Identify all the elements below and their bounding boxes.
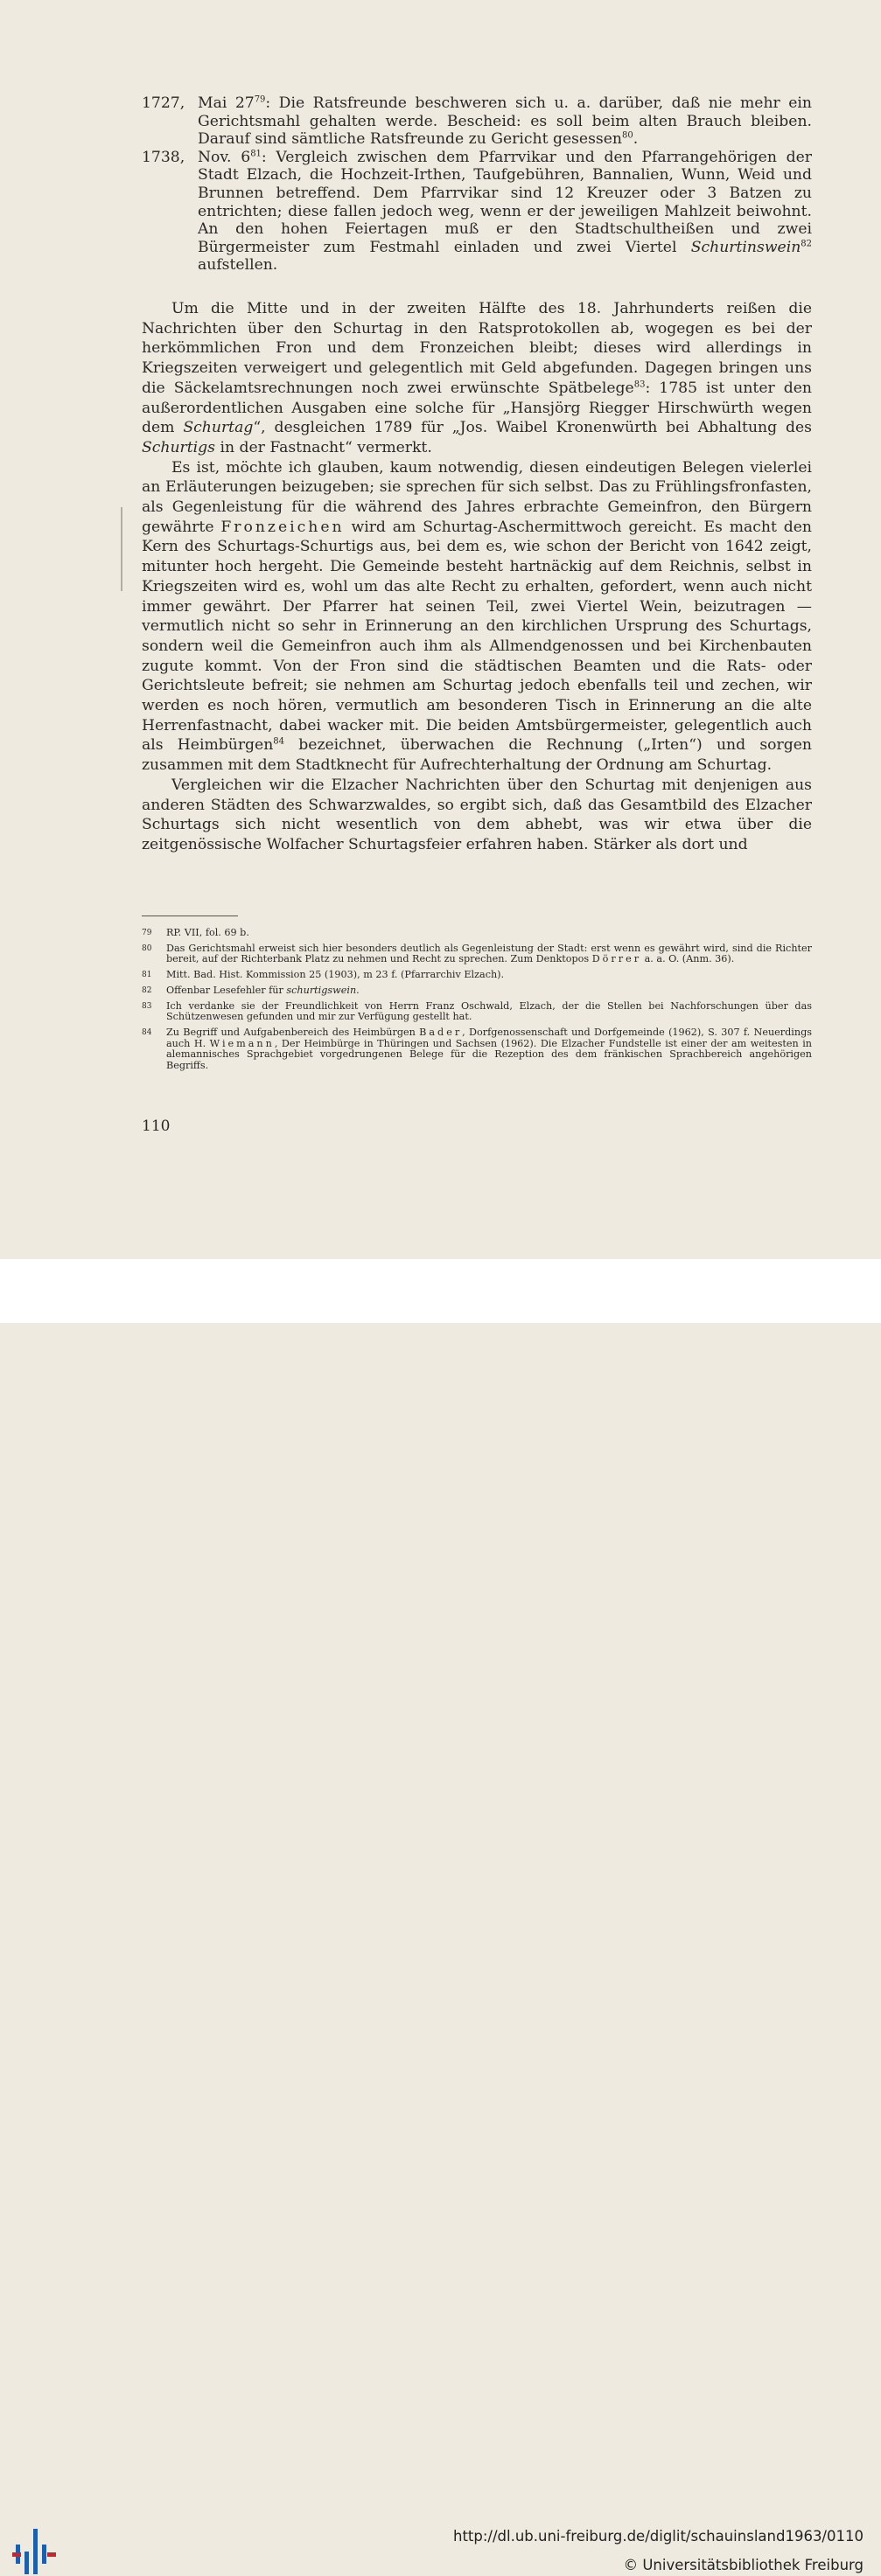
entry-year: 1738, xyxy=(142,148,185,166)
footnote-84: 84 Zu Begriff und Aufgabenbereich des Heimbürgen Bader, Dorfgenossenschaft und Dorfgemeinde (1962), S. 307 f. Neuerdings auch H. Wiemann, Der Heimbürge in Thüringen und Sachsen (1962). Die Elzacher Fundstelle ist einer der am weitesten in alemannisches Sprachgebiet vorgedrungenen Belege für die Rezeption des dem fränkischen Sprachbereich angehörigen Begriffs. xyxy=(142,1026,812,1072)
footnote-83: 83 Ich verdanke sie der Freundlichkeit von Herrn Franz Oschwald, Elzach, der die Stellen bei Nachforschungen über das Schützenwesen gefunden und mir zur Verfügung gestellt hat. xyxy=(142,999,812,1023)
copyright-text: © Universitätsbibliothek Freiburg xyxy=(623,2557,864,2573)
footnote-81: 81 Mitt. Bad. Hist. Kommission 25 (1903), m 23 f. (Pfarrarchiv Elzach). xyxy=(142,969,505,981)
chronicle-entries xyxy=(142,94,812,275)
footnote-80: 80 Das Gerichtsmahl erweist sich hier besonders deutlich als Gegenleistung der Stadt: erst wenn es gewährt wird, sind die Richter bereit, auf der Richterbank Platz zu nehmen und Recht zu sprechen. Zum Denktopos Dörrer a. a. O. (Anm. 36). xyxy=(142,942,812,965)
paragraph-3: Vergleichen wir die Elzacher Nachrichten über den Schurtag mit denjenigen aus anderen Städten des Schwarzwaldes, so ergibt sich, daß das Gesamtbild des Elzacher Schurtags sich nicht wesentlich von dem abhebt, was wir etwa über die zeitgenössische Wolfacher Schurtagsfeier erfahren haben. Stärker als dort und xyxy=(142,776,812,853)
entry-text: Nov. $6^{81}$: Vergleich zwischen dem Pfarrvikar und den Pfarrangehörigen der Stadt Elzach, die Hochzeit-Irthen, Taufgebühren, Bannalien, Wunn, Weid und Brunnen betreffend. Dem Pfarrvikar sind 12 Kreuzer oder 3 Batzen zu entrichten; diese fallen jedoch weg, wenn er der jeweiligen Mahlzeit beiwohnt. An den hohen Feiertagen muß er den Stadtschultheißen und zwei Bürgermeister zum Festmahl einladen und zwei Viertel Schurtinswein$^{82}$ aufstellen. xyxy=(198,148,813,275)
entry-text: Mai $27^{79}$: Die Ratsfreunde beschweren sich u. a. darüber, daß nie mehr ein Gerichtsmahl gehalten werde. Bescheid: es soll beim alten Brauch bleiben. Darauf sind sämtliche Ratsfreunde zu Gericht gesessen$^{80}$. xyxy=(198,94,812,149)
footnote-79: 79 RP. VII, fol. 69 b. xyxy=(142,927,249,938)
footnotes xyxy=(142,928,812,1076)
body-text xyxy=(142,299,812,855)
chronicle-entry-1738 xyxy=(142,149,812,275)
ub-freiburg-logo-icon xyxy=(12,2525,58,2576)
document-url-link[interactable]: http://dl.ub.uni-freiburg.de/diglit/schauinsland1963/0110 xyxy=(452,2528,864,2545)
paragraph-1: Um die Mitte und in der zweiten Hälfte des 18. Jahrhunderts reißen die Nachrichten über den Schurtag in den Ratsprotokollen ab, wogegen es bei der herkömmlichen Fron und dem Fronzeichen bleibt; dieses wird allerdings in Kriegszeiten verweigert und gelegentlich mit Geld abgefunden. Dagegen bringen uns die Säckelamtsrechnungen noch zwei erwünschte Spätbelege$^{83}$: 1785 ist unter den außerordentlichen Ausgaben eine solche für „Hansjörg Riegger Hirschwürth wegen dem Schurtag“, desgleichen 1789 für „Jos. Waibel Kronenwürth bei Abhaltung des Schurtigs in der Fastnacht“ vermerkt. xyxy=(142,300,812,456)
chronicle-entry-1727 xyxy=(142,94,812,149)
paragraph-2: Es ist, möchte ich glauben, kaum notwendig, diesen eindeutigen Belegen vielerlei an Erläuterungen beizugeben; sie sprechen für sich selbst. Das zu Frühlingsfronfasten, als Gegenleistung für die während des Jahres erbrachte Gemeinfron, den Bürgern gewährte Fronzeichen wird am Schurtag-Aschermittwoch gereicht. Es macht den Kern des Schurtags-Schurtigs aus, bei dem es, wie schon der Bericht von 1642 zeigt, mitunter hoch hergeht. Die Gemeinde besteht hartnäckig auf dem Reichnis, selbst in Kriegszeiten wird es, wohl um das alte Recht zu erhalten, gefordert, wenn auch nicht immer gewährt. Der Pfarrer hat seinen Teil, zwei Viertel Wein, beizutragen — vermutlich nicht so sehr in Erinnerung an den kirchlichen Ursprung des Schurtags, sondern weil die Gemeinfron auch ihm als Allmendgenossen und bei Kirchenbauten zugute kommt. Von der Fron sind die städtischen Beamten und die Rats- oder Gerichtsleute befreit; sie nehmen am Schurtag jedoch ebenfalls teil und zechen, wir werden es noch hören, vermutlich am besonderen Tisch in Erinnerung an die alte Herrenfastnacht, dabei wacker mit. Die beiden Amtsbürgermeister, gelegentlich auch als Heimbürgen$^{84}$ bezeichnet, überwachen die Rechnung („Irten“) und sorgen zusammen mit dem Stadtknecht für Aufrechterhaltung der Ordnung am Schurtag. xyxy=(142,458,812,775)
footnote-82: 82 Offenbar Lesefehler für schurtigswein. xyxy=(142,984,360,996)
entry-year: 1727, xyxy=(142,94,185,112)
margin-mark xyxy=(121,507,122,591)
scanned-page xyxy=(0,0,881,1259)
viewer-footer xyxy=(0,1259,881,2573)
page-number: 110 xyxy=(142,1117,171,1135)
